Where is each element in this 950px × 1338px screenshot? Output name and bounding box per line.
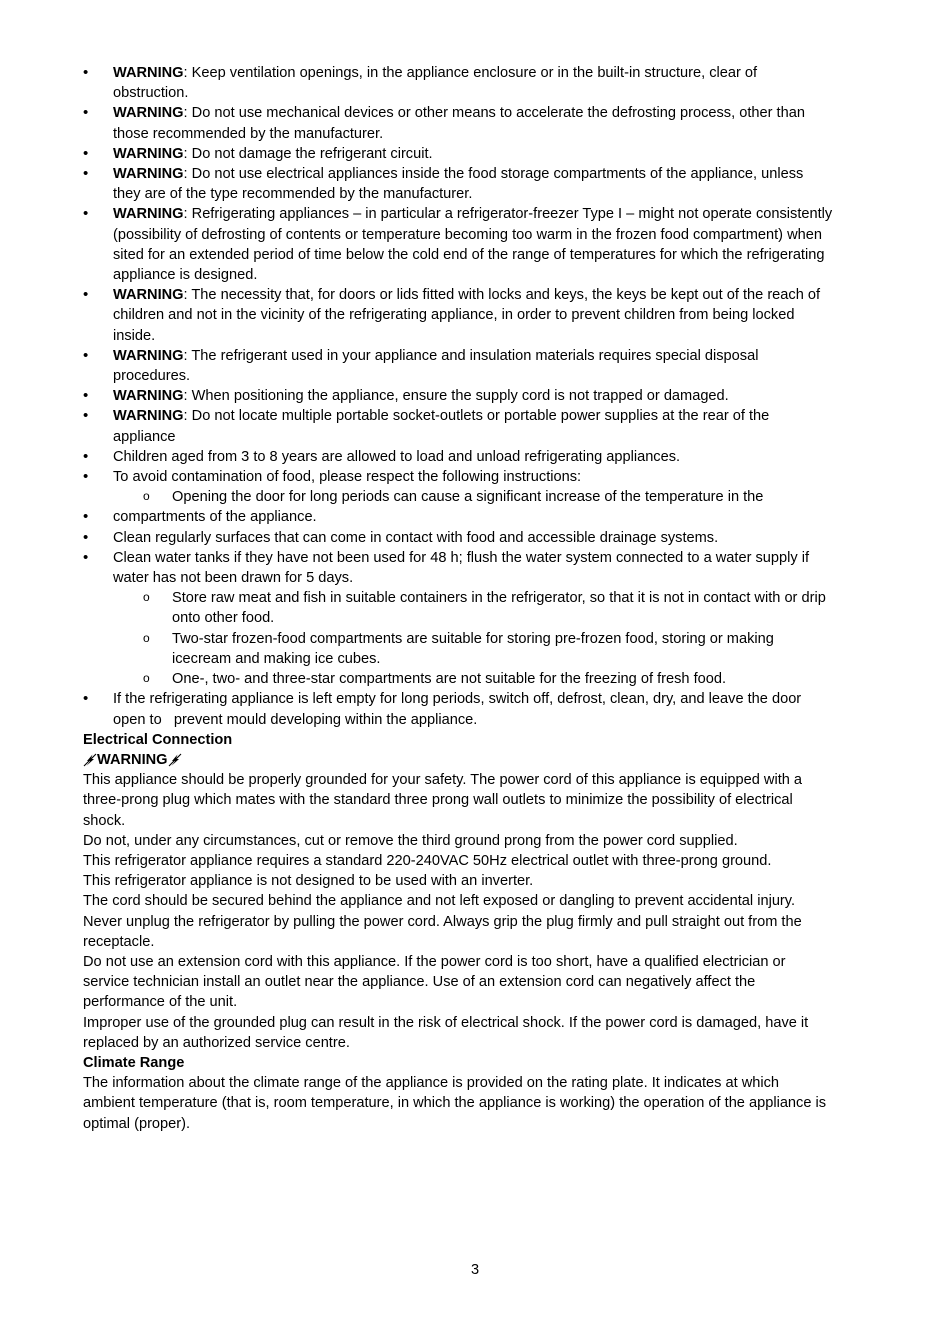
electrical-heading: Electrical Connection (83, 731, 233, 748)
electrical-warning: WARNING (83, 750, 833, 770)
list-item: • WARNING: Do not locate multiple portable socket-outlets or portable power supplies at the rear of the appliance (83, 406, 833, 446)
list-item: • Clean regularly surfaces that can come in contact with food and accessible drainage systems. (83, 528, 833, 548)
sub-list-item: o Two-star frozen-food compartments are suitable for storing pre-frozen food, storing or making icecream and making ice cubes. (83, 629, 833, 669)
warning-label: WARNING (113, 388, 184, 405)
sub-list-item: o One-, two- and three-star compartments are not suitable for the freezing of fresh food. (83, 669, 833, 689)
warning-label: WARNING (113, 105, 184, 122)
list-item: • Children aged from 3 to 8 years are allowed to load and unload refrigerating appliances. (83, 447, 833, 467)
lightning-icon (168, 753, 182, 767)
cleaning-list (83, 507, 833, 588)
list-item: • WARNING: Do not use mechanical devices or other means to accelerate the defrosting process, other than those recommended by the manufacturer. (83, 103, 833, 143)
list-item: • WARNING: The refrigerant used in your appliance and insulation materials requires special disposal procedures. (83, 346, 833, 386)
warning-label: WARNING (113, 408, 184, 425)
warning-label: WARNING (113, 65, 184, 81)
list-item: • WARNING: Do not damage the refrigerant circuit. (83, 144, 833, 164)
paragraph: This refrigerator appliance is not designed to be used with an inverter. (83, 873, 534, 890)
warning-label: WARNING (113, 206, 184, 223)
paragraph: This refrigerator appliance requires a standard 220-240VAC 50Hz electrical outlet with three-prong ground. (83, 852, 772, 869)
list-item: • Clean water tanks if they have not been used for 48 h; flush the water system connected to a water supply if water has not been drawn for 5 days. (83, 548, 833, 588)
paragraph: The cord should be secured behind the appliance and not left exposed or dangling to prevent accidental injury. (83, 893, 796, 910)
warning-label: WARNING (113, 287, 184, 304)
paragraph: Improper use of the grounded plug can result in the risk of electrical shock. If the power cord is damaged, have it replaced by an authorized service centre. (83, 1014, 809, 1051)
empty-list (83, 689, 833, 729)
list-item: • WARNING: Refrigerating appliances – in particular a refrigerator-freezer Type I – might not operate consistently (possibility of defrosting of contents or temperature becoming too warm in the frozen food compartment) when sited for an extended period of time below the cold end of the range of temperatures for which the refrigerating appliance is designed. (83, 204, 833, 285)
paragraph: Do not, under any circumstances, cut or remove the third ground prong from the power cord supplied. (83, 832, 738, 849)
document-body (83, 63, 833, 1134)
sub-list-item: o Opening the door for long periods can cause a significant increase of the temperature in the (83, 487, 833, 507)
list-item: • compartments of the appliance. (83, 507, 833, 527)
warning-list (83, 63, 833, 487)
page-number: 3 (470, 1262, 480, 1278)
paragraph: The information about the climate range of the appliance is provided on the rating plate. It indicates at which ambient temperature (that is, room temperature, in which the appliance is working) the operation of the appliance is optimal (proper). (83, 1075, 827, 1132)
list-item: • WARNING: Keep ventilation openings, in the appliance enclosure or in the built-in structure, clear of obstruction. (83, 63, 833, 103)
climate-heading: Climate Range (83, 1054, 185, 1071)
list-item: • WARNING: When positioning the appliance, ensure the supply cord is not trapped or damaged. (83, 386, 833, 406)
warning-label: WARNING (113, 166, 184, 183)
lightning-icon (83, 753, 97, 767)
sub-list (83, 588, 833, 689)
paragraph: This appliance should be properly grounded for your safety. The power cord of this appliance is equipped with a three-prong plug which mates with the standard three prong wall outlets to minimize the possibility of electrical shock. (83, 772, 803, 829)
warning-label: WARNING (113, 347, 184, 364)
list-item: • WARNING: The necessity that, for doors or lids fitted with locks and keys, the keys be kept out of the reach of children and not in the vicinity of the refrigerating appliance, in order to prevent children from being locked inside. (83, 285, 833, 346)
list-item: • WARNING: Do not use electrical appliances inside the food storage compartments of the appliance, unless they are of the type recommended by the manufacturer. (83, 164, 833, 204)
sub-list (83, 487, 833, 507)
list-item: • If the refrigerating appliance is left empty for long periods, switch off, defrost, clean, dry, and leave the door open to prevent mould developing within the appliance. (83, 689, 833, 729)
warning-label: WARNING (113, 145, 184, 162)
list-item: • To avoid contamination of food, please respect the following instructions: (83, 467, 833, 487)
paragraph: Never unplug the refrigerator by pulling the power cord. Always grip the plug firmly and pull straight out from the receptacle. (83, 913, 802, 950)
sub-list-item: o Store raw meat and fish in suitable containers in the refrigerator, so that it is not in contact with or drip onto other food. (83, 588, 833, 628)
paragraph: Do not use an extension cord with this appliance. If the power cord is too short, have a qualified electrician or service technician install an outlet near the appliance. Use of an extension cord can negatively affect the performance of the unit. (83, 953, 786, 1011)
